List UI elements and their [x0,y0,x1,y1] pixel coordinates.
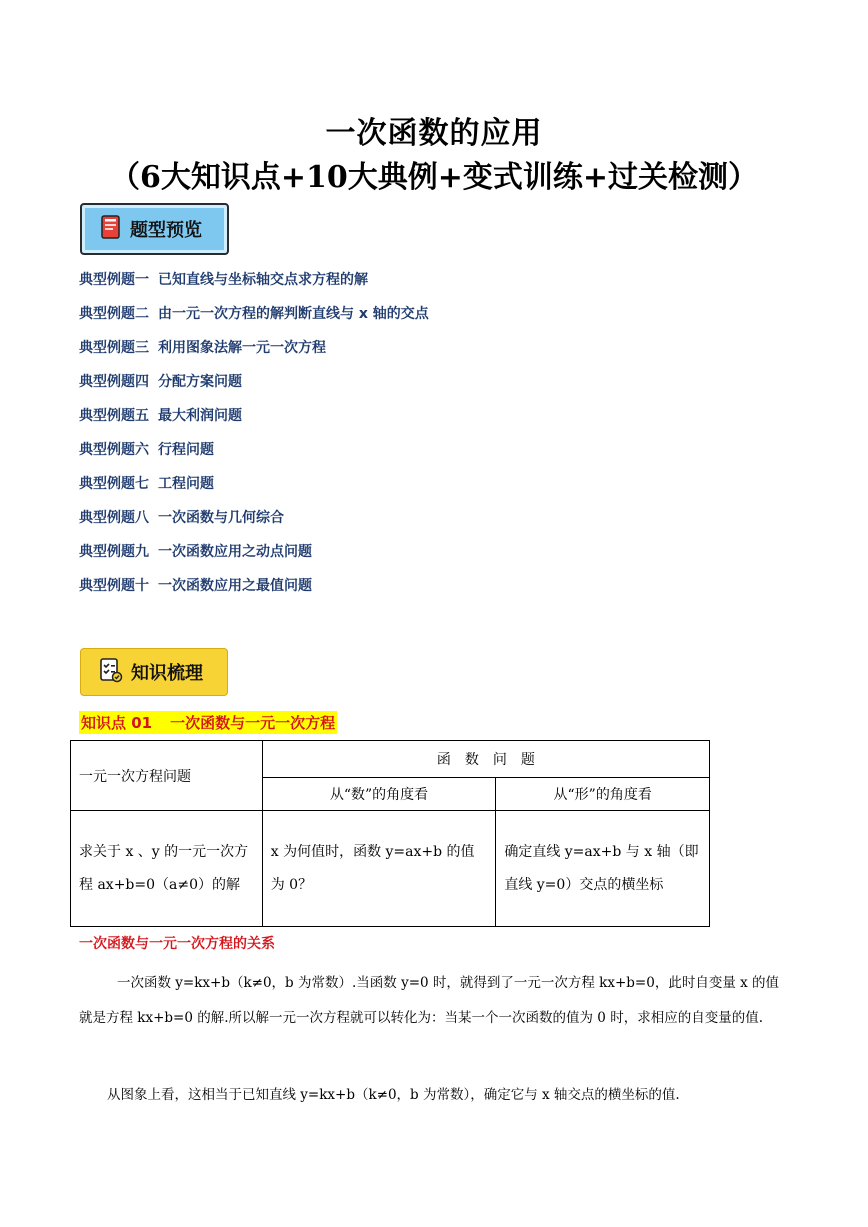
relation-heading: 一次函数与一元一次方程的关系 [79,936,275,952]
example-label: 典型例题三 [79,340,149,356]
list-item [79,472,429,506]
example-label: 典型例题十 [79,578,149,594]
checklist-icon [99,657,123,688]
example-text: 一次函数应用之动点问题 [158,544,312,560]
example-text: 由一元一次方程的解判断直线与 x 轴的交点 [158,306,429,322]
example-label: 典型例题一 [79,272,149,288]
list-item [79,336,429,370]
example-text: 利用图象法解一元一次方程 [158,340,326,356]
relation-paragraph-1: 一次函数 y=kx+b（k≠0，b 为常数）.当函数 y=0 时，就得到了一元一次方程 kx+b=0，此时自变量 x 的值就是方程 kx+b=0 的解.所以解一元一次方程就可以转化为：当某一个一次函数的值为 0 时，求相应的自变量的值. [79,975,780,1026]
example-text: 工程问题 [158,476,214,492]
example-text: 已知直线与坐标轴交点求方程的解 [158,272,368,288]
table-header-right: 函 数 问 题 [262,741,709,778]
knowledge-badge [80,648,228,696]
example-text: 一次函数应用之最值问题 [158,578,312,594]
example-label: 典型例题五 [79,408,149,424]
table-header-left: 一元一次方程问题 [71,741,263,811]
book-icon [100,214,122,245]
example-text: 分配方案问题 [158,374,242,390]
example-label: 典型例题四 [79,374,149,390]
equation-function-table [70,740,710,927]
example-label: 典型例题六 [79,442,149,458]
example-text: 最大利润问题 [158,408,242,424]
example-text: 行程问题 [158,442,214,458]
preview-badge-label: 题型预览 [130,220,202,241]
page-title: 一次函数的应用 [325,116,543,151]
table-cell-function: x 为何值时，函数 y=ax+b 的值为 0？ [262,811,496,927]
list-item [79,574,429,608]
knowledge-badge-label: 知识梳理 [131,663,203,684]
list-item [79,268,429,302]
table-cell-equation: 求关于 x 、y 的一元一次方程 ax+b=0（a≠0）的解 [71,811,263,927]
example-label: 典型例题二 [79,306,149,322]
list-item [79,540,429,574]
list-item [79,438,429,472]
table-subheader-shape: 从“形”的角度看 [496,778,710,811]
table-cell-graph: 确定直线 y=ax+b 与 x 轴（即直线 y=0）交点的横坐标 [496,811,710,927]
example-label: 典型例题九 [79,544,149,560]
page-subtitle: （6大知识点+10大典例+变式训练+过关检测） [109,160,759,195]
list-item [79,370,429,404]
list-item [79,404,429,438]
example-label: 典型例题八 [79,510,149,526]
example-list [79,268,429,608]
example-label: 典型例题七 [79,476,149,492]
relation-paragraph-2: 从图象上看，这相当于已知直线 y=kx+b（k≠0，b 为常数），确定它与 x 轴交点的横坐标的值. [107,1087,680,1103]
knowledge-point-title: 一次函数与一元一次方程 [170,714,336,732]
table-subheader-number: 从“数”的角度看 [262,778,496,811]
example-text: 一次函数与几何综合 [158,510,284,526]
knowledge-point-heading [79,711,337,734]
list-item [79,506,429,540]
list-item [79,302,429,336]
preview-badge [80,203,229,255]
knowledge-point-number: 知识点 01 [81,714,153,732]
